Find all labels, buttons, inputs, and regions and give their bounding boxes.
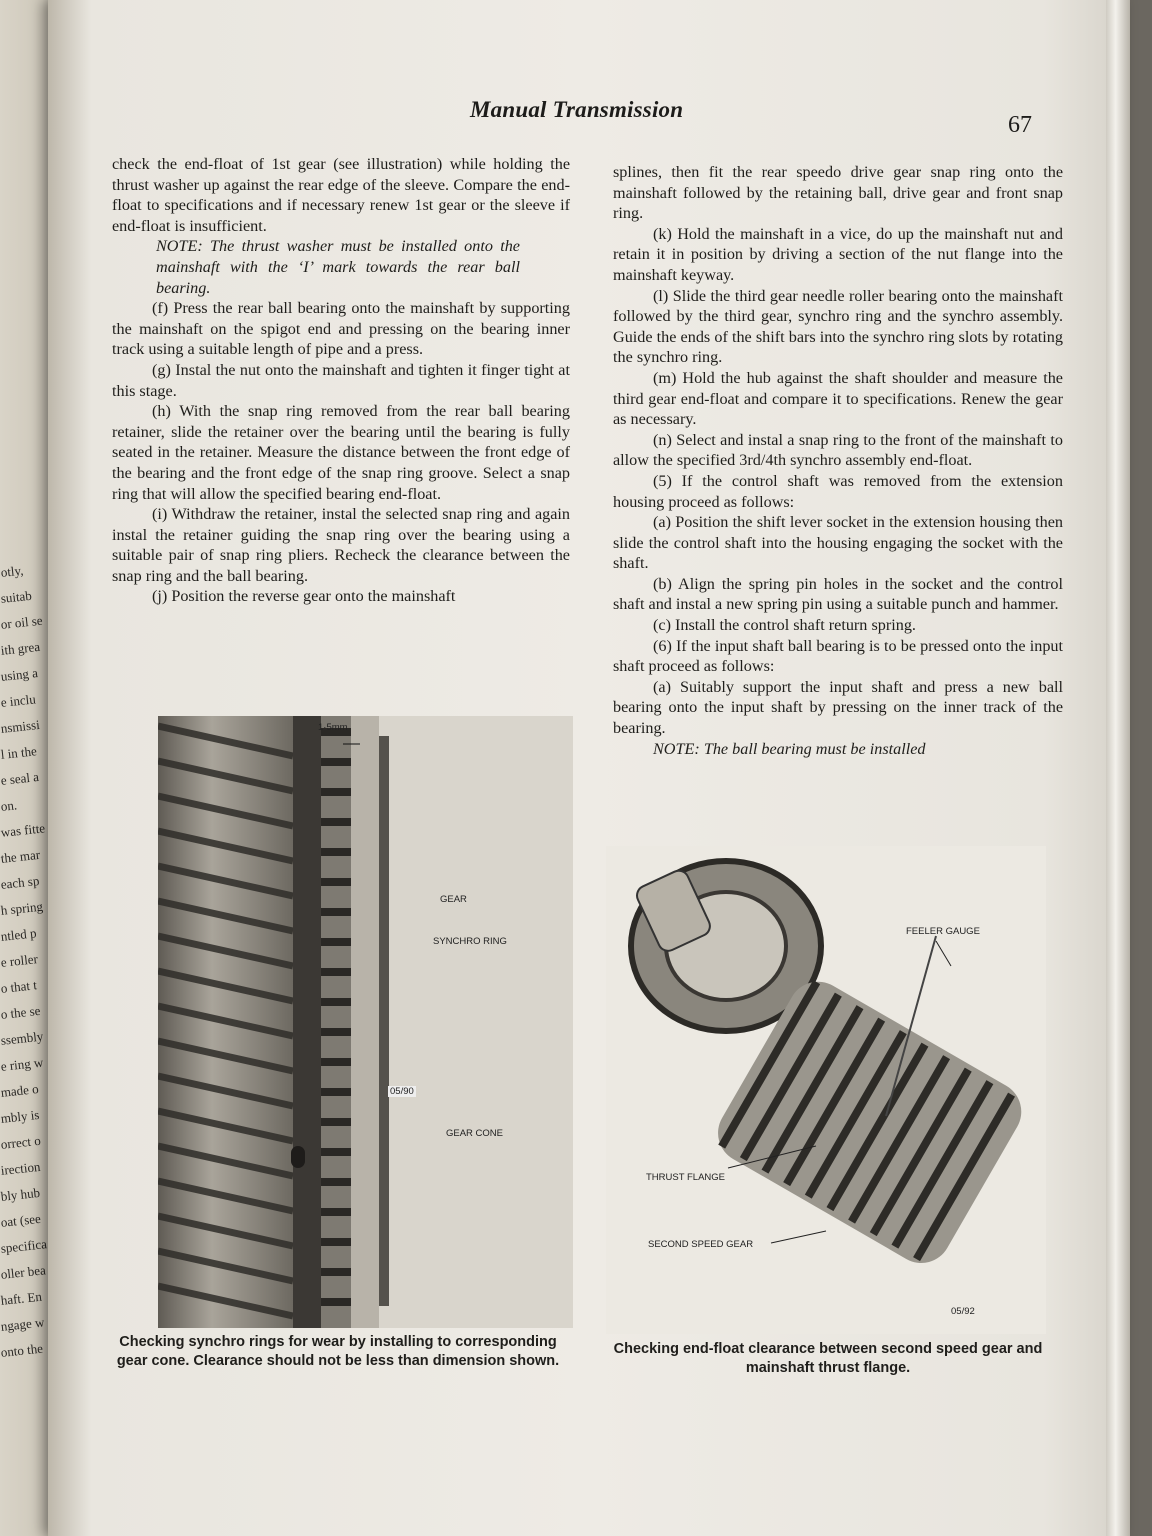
step-5a: (a) Position the shift lever socket in the extension housing then slide the control shaft into the housing engaging the socket with the shaft. — [613, 513, 1063, 573]
paragraph-intro: check the end-float of 1st gear (see illustration) while holding the thrust washer up against the rear edge of the sleeve. Compare the end-float to specifications and if necessary renew 1st gear or the sleeve if end-float is insufficient. — [112, 155, 570, 235]
gear-assembly-illustration — [606, 846, 1046, 1334]
adjacent-page-text-fragment: oat (see — [0, 1210, 42, 1230]
step-k: (k) Hold the mainshaft in a vice, do up the mainshaft nut and retain it in position by driving a section of the nut flange into the mainshaft keyway. — [613, 224, 1063, 284]
step-f: (f) Press the rear ball bearing onto the mainshaft by supporting the mainshaft on the spigot end and pressing on the bearing inner track using a suitable length of pipe and a press. — [112, 299, 570, 359]
callout-gear-cone: GEAR CONE — [446, 1128, 504, 1139]
step-h: (h) With the snap ring removed from the rear ball bearing retainer, slide the retainer over the bearing until the bearing is fully seated in the retainer. Measure the distance between the front edge of the bearing and the front edge of the snap ring groove. Select a snap ring that will allow the specified bearing end-float. — [112, 402, 570, 503]
page-edge — [1106, 0, 1130, 1536]
adjacent-page-text-fragment: e ring w — [0, 1054, 44, 1074]
adjacent-page-text-fragment: suitab — [0, 587, 33, 606]
paragraph-continued: splines, then fit the rear speedo drive gear snap ring onto the mainshaft followed by the retaining ball, drive gear and front snap ring. — [613, 163, 1063, 223]
adjacent-page-text-fragment: bly hub — [0, 1184, 41, 1204]
adjacent-page-text-fragment: otly, — [0, 562, 25, 580]
adjacent-page-text-fragment: on. — [0, 797, 18, 814]
left-text-column — [112, 154, 570, 607]
adjacent-page-text-fragment: ngage w — [0, 1314, 46, 1334]
figure-synchro-ring-photo — [158, 716, 573, 1328]
adjacent-page-text-fragment: or oil se — [0, 612, 44, 632]
adjacent-page-text-fragment: orrect o — [0, 1132, 42, 1152]
step-n: (n) Select and instal a snap ring to the front of the mainshaft to allow the specified 3rd/4th synchro assembly end-float. — [613, 430, 1063, 470]
figure-end-float-photo — [606, 846, 1046, 1334]
step-5b: (b) Align the spring pin holes in the socket and the control shaft and instal a new spring pin using a suitable punch and hammer. — [613, 574, 1063, 614]
callout-second-speed-gear: SECOND SPEED GEAR — [648, 1239, 754, 1250]
adjacent-page-text-fragment: mbly is — [0, 1106, 41, 1126]
note-thrust-washer: NOTE: The thrust washer must be installed onto the mainshaft with the ‘I’ mark towards the rear ball bearing. — [156, 237, 520, 297]
dimension-label: 1·5mm — [318, 722, 348, 733]
adjacent-page-text-fragment: nsmissi — [0, 716, 41, 736]
adjacent-page-text-fragment: o that t — [0, 977, 38, 996]
callout-feeler-gauge: FEELER GAUGE — [906, 926, 980, 937]
page-number: 67 — [1008, 112, 1032, 138]
step-5c: (c) Install the control shaft return spring. — [653, 616, 916, 635]
plate-number: 05/90 — [390, 1086, 414, 1097]
step-m: (m) Hold the hub against the shaft shoulder and measure the third gear end-float and compare it to specifications. Renew the gear as necessary. — [613, 368, 1063, 429]
adjacent-page-text-fragment: haft. En — [0, 1288, 43, 1308]
step-i: (i) Withdraw the retainer, instal the selected snap ring and again instal the retainer guiding the snap ring over the bearing using a suitable pair of snap ring pliers. Recheck the clearance between the snap ring and the ball bearing. — [112, 505, 570, 585]
adjacent-page-text-fragment: irection — [0, 1158, 42, 1178]
step-g: (g) Instal the nut onto the mainshaft and tighten it finger tight at this stage. — [112, 360, 570, 400]
adjacent-page-text-fragment: e roller — [0, 951, 39, 970]
adjacent-page-text-fragment: made o — [0, 1081, 40, 1100]
adjacent-page-text-fragment: oller bea — [0, 1262, 47, 1282]
figure-1-caption: Checking synchro rings for wear by installing to corresponding gear cone. Clearance should not be less than dimension shown. — [116, 1334, 560, 1369]
adjacent-page-text-fragment: specifica — [0, 1236, 48, 1256]
adjacent-page-text-fragment: the mar — [0, 846, 41, 866]
step-6a: (a) Suitably support the input shaft and press a new ball bearing onto the input shaft by pressing on the inner track of the bearing. — [613, 677, 1063, 738]
adjacent-page-text-fragment: onto the — [0, 1340, 44, 1360]
adjacent-page-text-fragment: h spring — [0, 898, 44, 918]
adjacent-page-text-fragment: ssembly — [0, 1028, 44, 1048]
step-j: (j) Position the reverse gear onto the mainshaft — [152, 587, 456, 606]
gear-illustration — [158, 716, 573, 1328]
figure-2-caption: Checking end-float clearance between second speed gear and mainshaft thrust flange. — [613, 1341, 1043, 1376]
adjacent-page-text-fragment: e inclu — [0, 691, 37, 710]
running-header: Manual Transmission — [470, 97, 684, 122]
callout-gear: GEAR — [440, 894, 467, 905]
adjacent-page-text-fragment: was fitte — [0, 820, 46, 840]
adjacent-page-text-fragment: each sp — [0, 872, 40, 892]
right-text-column — [613, 162, 1063, 759]
callout-synchro-ring: SYNCHRO RING — [433, 936, 507, 947]
step-6: (6) If the input shaft ball bearing is to be pressed onto the input shaft proceed as follows: — [613, 636, 1063, 676]
adjacent-page-text-fragment: using a — [0, 665, 39, 684]
note-ball-bearing: NOTE: The ball bearing must be installed — [653, 739, 926, 758]
adjacent-page-text-fragment: ntled p — [0, 925, 38, 944]
adjacent-page-text-fragment: e seal a — [0, 769, 40, 788]
callout-thrust-flange: THRUST FLANGE — [646, 1172, 726, 1183]
adjacent-page-text-fragment: ith grea — [0, 638, 41, 658]
step-5: (5) If the control shaft was removed from the extension housing proceed as follows: — [613, 471, 1063, 511]
plate-number-2: 05/92 — [951, 1306, 975, 1317]
adjacent-page-text-fragment: l in the — [0, 743, 38, 762]
step-l: (l) Slide the third gear needle roller bearing onto the mainshaft followed by the third gear, synchro ring and the synchro assembly. Guide the ends of the shift bars into the synchro ring slots by rotating the synchro ring. — [613, 286, 1063, 367]
adjacent-page-text-fragment: o the se — [0, 1002, 42, 1022]
